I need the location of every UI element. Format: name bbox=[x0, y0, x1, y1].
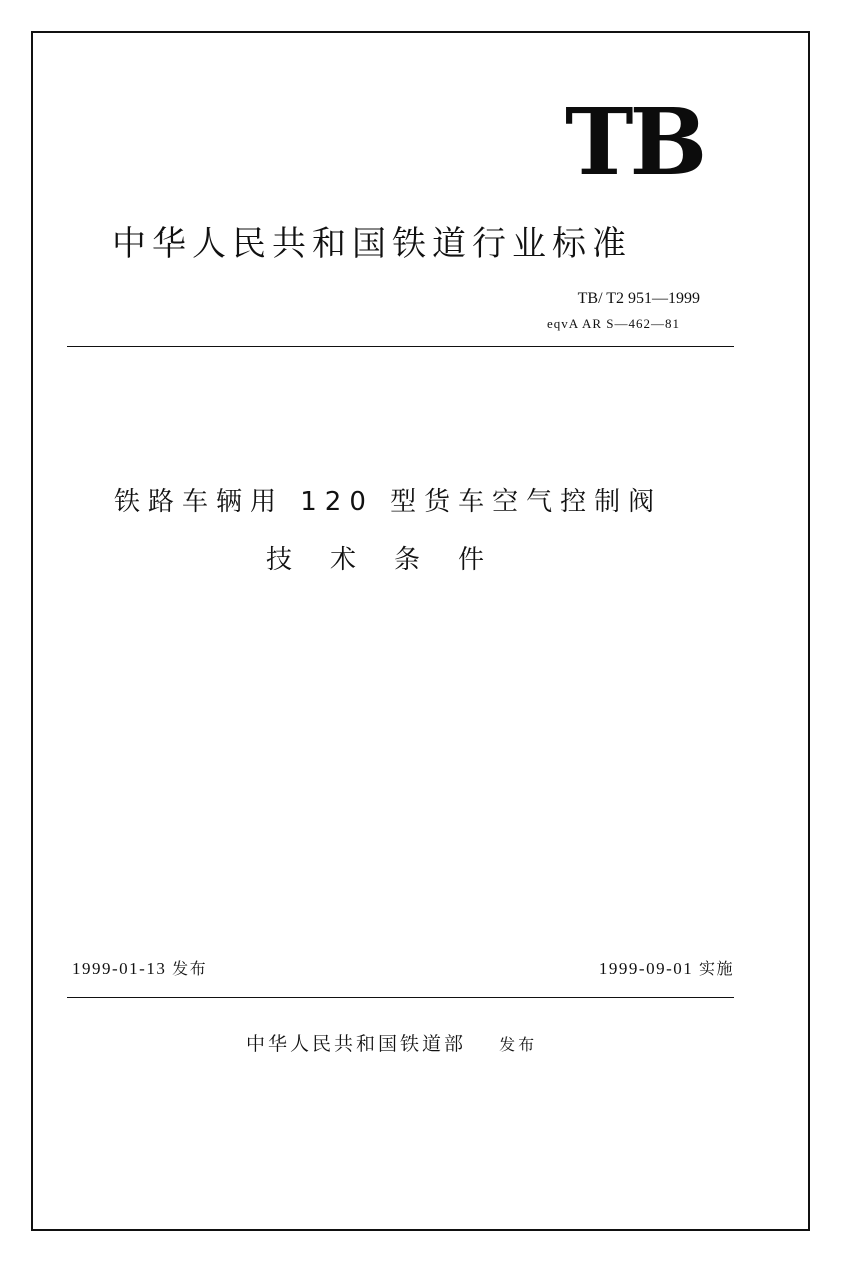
issue-date-line bbox=[72, 958, 207, 980]
publish-label: 发布 bbox=[499, 1035, 538, 1054]
implement-label: 实施 bbox=[698, 959, 734, 978]
publisher-line bbox=[246, 1030, 537, 1059]
publisher-name: 中华人民共和国铁道部 bbox=[246, 1033, 467, 1055]
document-subtitle: 技术条件 bbox=[266, 545, 523, 575]
standard-code: TB/ T2 951—1999 bbox=[577, 290, 700, 307]
divider-bottom bbox=[67, 997, 734, 998]
document-title: 铁路车辆用 120 型货车空气控制阀 bbox=[114, 487, 663, 517]
implement-date: 1999-09-01 bbox=[598, 959, 694, 978]
issue-label: 发布 bbox=[172, 959, 208, 978]
implement-date-line bbox=[599, 958, 734, 980]
equivalent-standard: eqvA AR S—462—81 bbox=[546, 316, 680, 331]
tb-logo: TB bbox=[565, 88, 704, 196]
issue-date: 1999-01-13 bbox=[72, 959, 167, 978]
divider-top bbox=[67, 346, 734, 347]
standard-category-title: 中华人民共和国铁道行业标准 bbox=[112, 224, 632, 264]
